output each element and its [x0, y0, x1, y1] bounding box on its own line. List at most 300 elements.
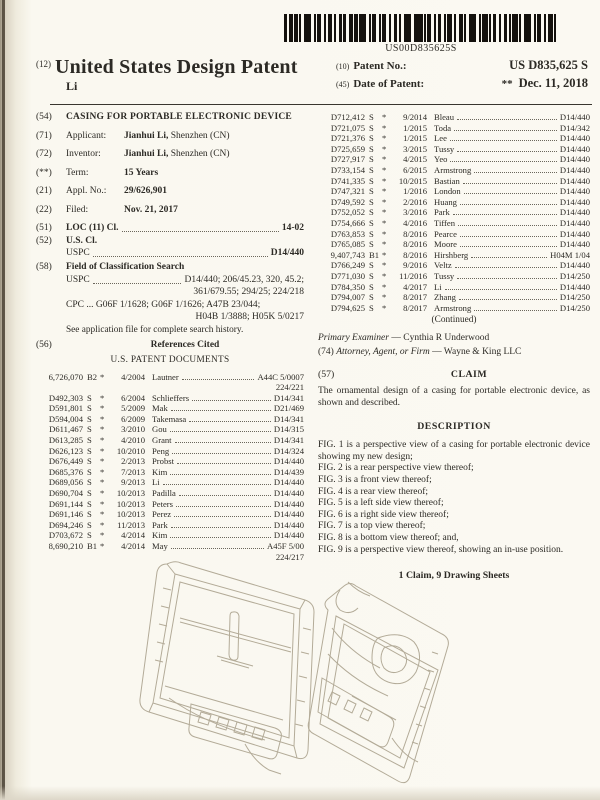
citation-inventor: May [152, 541, 168, 551]
citation-inventor: Mak [152, 403, 168, 414]
citation-date: 9/2013 [121, 477, 145, 488]
citation-star: * [382, 302, 387, 313]
citation-inventor: Li [434, 281, 442, 292]
dotted-leader [189, 421, 271, 422]
citation-kind-code: S [369, 281, 374, 292]
citation-date: 2/2016 [403, 196, 427, 207]
citation-inventor: Kim [152, 530, 168, 541]
citation-number: D626,123 [48, 445, 83, 456]
citation-class: A45F 5/00 [266, 541, 304, 551]
citation-row [318, 250, 590, 261]
citations-table-right [318, 112, 590, 313]
citation-row [318, 303, 590, 314]
citation-inventor: Hirshberg [434, 249, 469, 260]
date-label: Date of Patent: [353, 78, 425, 90]
citation-class: D14/342 [559, 122, 590, 133]
citation-number: D690,704 [48, 488, 83, 499]
citation-number: D712,412 [330, 112, 365, 122]
field-code-56: (56) [36, 339, 52, 350]
citation-row [36, 467, 304, 478]
citations-table-left [36, 372, 304, 563]
dash: — [391, 333, 401, 344]
date-stars: ** [501, 78, 513, 90]
citation-kind-code: B1 [369, 249, 380, 260]
citation-class: D14/440 [559, 175, 590, 186]
citation-number: D752,052 [330, 207, 365, 218]
attorney-firm-name: Wayne & King LLC [443, 346, 522, 357]
citation-kind-code: S [369, 270, 374, 281]
citation-number: D721,075 [330, 122, 365, 133]
citation-row [318, 197, 590, 208]
description-line: FIG. 7 is a top view thereof; [318, 521, 426, 532]
dotted-leader [177, 463, 271, 464]
citation-date: 4/2004 [121, 371, 145, 382]
search-uspc-classes-1: D14/440; 206/45.23, 320, 45.2; [184, 274, 304, 285]
indent-spacer [36, 300, 66, 311]
dotted-leader [171, 410, 271, 411]
appl-no-value: 29/626,901 [124, 186, 168, 196]
two-column-body [36, 112, 590, 581]
term-label: Term: [66, 167, 89, 178]
citation-row [36, 477, 304, 488]
dotted-leader [182, 379, 255, 380]
citation-class: D14/440 [559, 112, 590, 122]
citation-row [318, 165, 590, 176]
citation-class: D14/250 [559, 302, 590, 313]
applicant-label: Applicant: [66, 130, 107, 141]
citation-row [318, 112, 590, 123]
citation-class: D14/341 [273, 392, 304, 403]
dotted-leader [474, 172, 557, 173]
citation-star: * [382, 281, 387, 292]
dotted-leader [170, 474, 271, 475]
citation-number: D676,449 [48, 456, 83, 467]
citation-number: D691,146 [48, 509, 83, 520]
claim-text: The ornamental design of a casing for portable electronic device, as shown and described. [318, 386, 590, 408]
citation-star: * [382, 239, 387, 250]
patent-date-row [336, 76, 588, 91]
citation-row [318, 123, 590, 134]
dotted-leader [460, 204, 557, 205]
patent-no-label: Patent No.: [353, 60, 407, 72]
citation-kind-code: S [87, 403, 92, 414]
citation-kind-code: B2 [87, 371, 98, 382]
citation-class: D14/440 [273, 456, 304, 467]
citation-star: * [382, 292, 387, 303]
citation-inventor: Li [152, 477, 160, 488]
citation-kind-code: S [87, 509, 92, 520]
kind-code: (12) [36, 59, 51, 69]
dotted-leader [459, 299, 557, 300]
citation-star: * [100, 530, 105, 541]
dotted-leader [460, 246, 557, 247]
citation-inventor: Park [152, 519, 168, 530]
inventor-field [36, 149, 304, 160]
citation-inventor: Peng [152, 445, 170, 456]
citation-star: * [100, 509, 105, 520]
dotted-leader [176, 506, 271, 507]
citation-inventor: Armstrong [434, 164, 472, 175]
field-search-head [36, 262, 304, 273]
citation-row-continuation [36, 382, 304, 393]
right-column [304, 112, 590, 581]
citation-date: 4/2016 [403, 217, 427, 228]
citation-star: * [100, 541, 105, 551]
citation-star: * [100, 392, 105, 403]
citation-date: 9/2016 [403, 260, 427, 271]
citation-date: 7/2013 [121, 466, 145, 477]
citation-kind-code: S [369, 112, 374, 122]
citation-inventor: Park [434, 207, 450, 218]
indent-spacer [36, 248, 66, 259]
citation-class: D14/440 [559, 281, 590, 292]
citation-row [318, 176, 590, 187]
citation-number: 9,407,743 [330, 249, 365, 260]
citation-row [36, 520, 304, 531]
citation-number: D721,376 [330, 133, 365, 144]
search-uspc-label: USPC [66, 274, 90, 285]
citation-class: D14/440 [559, 186, 590, 197]
claim-title: CLAIM [450, 369, 488, 381]
uspc-line [36, 248, 304, 259]
citation-kind-code: S [369, 228, 374, 239]
citation-star: * [382, 249, 387, 260]
citation-star: * [100, 424, 105, 435]
citation-date: 8/2016 [403, 239, 427, 250]
dotted-leader [450, 140, 557, 141]
description-line: FIG. 1 is a perspective view of a casing for portable electronic device showing my new design; [318, 440, 590, 462]
citation-row [36, 488, 304, 499]
dotted-leader [163, 484, 271, 485]
citation-row [318, 144, 590, 155]
citation-inventor: Toda [434, 122, 452, 133]
description-line: FIG. 9 is a perspective view thereof, showing an in-use position. [318, 544, 564, 555]
term-value: 15 Years [124, 167, 159, 178]
description-line: FIG. 6 is a right side view thereof; [318, 509, 449, 520]
header-left [36, 56, 336, 94]
dotted-leader [175, 442, 271, 443]
citation-row [36, 435, 304, 446]
citation-inventor: Lautner [152, 371, 179, 382]
description-line: FIG. 2 is a rear perspective view thereof; [318, 463, 474, 474]
citation-number: D771,030 [330, 270, 365, 281]
dotted-leader [171, 527, 271, 528]
citation-number: D694,246 [48, 519, 83, 530]
filed-label: Filed: [66, 204, 89, 215]
dotted-leader [445, 289, 557, 290]
citation-number: D765,085 [330, 239, 365, 250]
citation-date: 3/2010 [121, 424, 145, 435]
citation-number: D741,335 [330, 175, 365, 186]
us-patent-documents-title: U.S. PATENT DOCUMENTS [110, 354, 230, 365]
citation-class: D14/440 [559, 260, 590, 271]
citation-star: * [382, 228, 387, 239]
dotted-leader [455, 267, 557, 268]
references-cited-head [36, 340, 304, 350]
inventor-name: Jianhui Li, [124, 149, 169, 159]
citation-row [36, 499, 304, 510]
dotted-leader [453, 214, 557, 215]
patent-no-value: US D835,625 S [509, 58, 588, 72]
drawing-figures [0, 540, 600, 800]
indent-spacer [36, 325, 66, 336]
field-code-22: (22) [36, 204, 52, 215]
dotted-leader [170, 537, 271, 538]
citation-number: D727,917 [330, 154, 365, 165]
search-cpc-classes-1: G06F 1/1628; G06F 1/1626; A47B 23/044; [95, 299, 261, 310]
citation-star: * [100, 498, 105, 509]
citation-date: 1/2015 [403, 133, 427, 144]
filed-value: Nov. 21, 2017 [124, 204, 178, 215]
dotted-leader [458, 225, 557, 226]
citation-number: D794,007 [330, 292, 365, 303]
claims-sheets-note: 1 Claim, 9 Drawing Sheets [398, 570, 510, 582]
citation-row [36, 456, 304, 467]
citation-number: 6,726,070 [48, 371, 83, 382]
patent-header [36, 56, 588, 94]
citation-kind-code: S [369, 207, 374, 218]
citation-star: * [382, 196, 387, 207]
search-cpc-label: CPC ... [66, 299, 94, 310]
citation-inventor: Grant [152, 435, 172, 446]
citation-number: 8,690,210 [48, 541, 83, 551]
continued-note: (Continued) [431, 315, 477, 326]
citation-kind-code: S [87, 530, 92, 541]
citation-inventor: London [434, 186, 461, 197]
citation-number: D763,853 [330, 228, 365, 239]
citation-number: D754,666 [330, 217, 365, 228]
citation-kind-code: S [369, 196, 374, 207]
citation-kind-code: S [87, 392, 92, 403]
inventor-surname: Li [66, 79, 78, 93]
search-cpc-classes-2: H04B 1/3888; H05K 5/0217 [195, 312, 304, 322]
citation-star: * [382, 186, 387, 197]
search-uspc-classes-2: 361/679.55; 294/25; 224/218 [193, 287, 304, 297]
description-line: FIG. 8 is a bottom view thereof; and, [318, 533, 459, 544]
search-uspc-line1 [36, 275, 304, 286]
citation-class: D14/440 [559, 133, 590, 144]
indent-spacer [36, 275, 66, 286]
applicant-location: Shenzhen (CN) [170, 130, 230, 141]
primary-examiner-line [318, 333, 590, 345]
application-number-field [36, 186, 304, 197]
citation-class: D14/250 [559, 292, 590, 303]
citation-kind-code: S [369, 239, 374, 250]
citation-kind-code: S [369, 302, 374, 313]
citation-inventor: Armstrong [434, 302, 472, 313]
citation-row [36, 372, 304, 383]
citation-date: 6/2009 [121, 413, 145, 424]
dotted-leader [460, 236, 557, 237]
field-code-72: (72) [36, 149, 52, 159]
field-code-58: (58) [36, 262, 52, 272]
dotted-leader [179, 495, 271, 496]
citation-class: D14/341 [273, 413, 304, 424]
citation-kind-code: S [87, 445, 92, 456]
citation-number: D749,592 [330, 196, 365, 207]
citation-date: 6/2015 [403, 164, 427, 175]
citation-class: D21/469 [273, 403, 304, 414]
inventor-label: Inventor: [66, 149, 101, 159]
search-cpc-line1 [36, 300, 304, 311]
loc-class-field [36, 223, 304, 234]
citation-inventor: Perez [152, 509, 172, 520]
citation-inventor: Peters [152, 498, 174, 509]
uspc-value: D14/440 [270, 248, 304, 258]
citation-date: 10/2013 [116, 488, 145, 499]
citation-inventor: Huang [434, 196, 457, 207]
loc-value: 14-02 [281, 223, 304, 233]
citation-number: D689,056 [48, 477, 83, 488]
citation-class: D14/315 [273, 424, 304, 435]
citation-inventor: Zhang [434, 292, 456, 303]
citation-number: D703,672 [48, 530, 83, 541]
citation-inventor: Yeo [434, 154, 448, 165]
patent-number-row [336, 58, 588, 73]
citation-date: 6/2004 [121, 392, 145, 403]
citation-date: 8/2016 [403, 228, 427, 239]
page-title: United States Design Patent [55, 56, 298, 78]
barcode-number: US00D835625S [385, 43, 457, 54]
uspc-label: USPC [66, 248, 90, 258]
citation-number: D492,303 [48, 392, 83, 403]
dotted-leader [457, 119, 557, 120]
dotted-leader [471, 257, 547, 258]
citation-date: 11/2016 [399, 270, 427, 281]
citation-inventor: Takemasa [152, 413, 187, 424]
citation-kind-code: B1 [87, 541, 98, 551]
citation-number: D594,004 [48, 413, 83, 424]
field-code-52: (52) [36, 235, 52, 246]
citation-star: * [100, 466, 105, 477]
citation-class: D14/440 [559, 143, 590, 154]
citation-inventor: Moore [434, 239, 457, 250]
citation-star: * [382, 207, 387, 218]
citation-number: D733,154 [330, 164, 365, 175]
invention-title: CASING FOR PORTABLE ELECTRONIC DEVICE [66, 112, 292, 122]
citation-inventor: Lee [434, 133, 447, 144]
examiner-name: Cynthia R Underwood [403, 333, 490, 344]
citation-number: D784,350 [330, 281, 365, 292]
citation-kind-code: S [369, 122, 374, 133]
citation-row [36, 446, 304, 457]
dotted-leader [93, 248, 268, 257]
us-class-field [36, 236, 304, 247]
citation-star: * [382, 143, 387, 154]
citation-row [318, 239, 590, 250]
citation-date: 8/2017 [403, 292, 427, 303]
citation-class: D14/440 [559, 196, 590, 207]
citation-kind-code: S [369, 175, 374, 186]
uscl-label: U.S. Cl. [66, 235, 98, 246]
dotted-leader [463, 183, 557, 184]
citation-date: 10/2010 [116, 445, 145, 456]
citation-row [318, 271, 590, 282]
description-line: FIG. 3 is a front view thereof; [318, 475, 432, 486]
citation-class: D14/341 [273, 435, 304, 446]
citation-star: * [382, 164, 387, 175]
citation-date: 4/2014 [121, 530, 145, 541]
field-code-21: (21) [36, 186, 52, 196]
citation-class: D14/440 [273, 488, 304, 499]
filed-field [36, 205, 304, 216]
citation-number: D691,144 [48, 498, 83, 509]
citation-class: D14/440 [273, 519, 304, 530]
citation-kind-code: S [369, 217, 374, 228]
citation-date: 2/2013 [121, 456, 145, 467]
citation-inventor: Probst [152, 456, 174, 467]
search-uspc-line2 [36, 287, 304, 298]
citation-date: 4/2015 [403, 154, 427, 165]
figure-perspective-rear [292, 568, 542, 800]
citation-class: D14/324 [273, 445, 304, 456]
citation-number: D747,321 [330, 186, 365, 197]
citation-inventor: Tiffen [434, 217, 456, 228]
applicant-name: Jianhui Li, [124, 130, 169, 141]
citation-inventor: Veltz [434, 260, 452, 271]
citation-number: D611,467 [49, 424, 83, 435]
citation-kind-code: S [369, 143, 374, 154]
citation-class: A44C 5/0007 [257, 371, 304, 382]
citation-row [318, 292, 590, 303]
citation-kind-code: S [369, 133, 374, 144]
citation-class-secondary: 224/221 [275, 382, 304, 393]
citation-class: D14/440 [559, 164, 590, 175]
citation-row [318, 133, 590, 144]
citation-date: 3/2016 [403, 207, 427, 218]
field-code-57: (57) [318, 369, 335, 381]
barcode-image [284, 14, 558, 42]
field-code-45: (45) [336, 80, 350, 89]
citation-class: D14/440 [273, 509, 304, 520]
citation-number: D766,249 [330, 260, 365, 271]
citation-star: * [382, 133, 387, 144]
citation-date: 11/2013 [117, 519, 145, 530]
citation-date: 9/2014 [403, 112, 427, 122]
citation-row [318, 218, 590, 229]
dotted-leader [170, 431, 271, 432]
citation-star: * [100, 403, 105, 414]
citation-class: D14/440 [559, 239, 590, 250]
citation-class: D14/440 [273, 530, 304, 541]
header-divider [50, 104, 592, 105]
citation-inventor: Kim [152, 466, 168, 477]
citation-kind-code: S [369, 154, 374, 165]
invention-title-field [36, 112, 304, 123]
citation-class: D14/440 [273, 477, 304, 488]
dotted-leader [450, 161, 556, 162]
citation-star: * [100, 445, 105, 456]
citation-class: D14/250 [559, 270, 590, 281]
citation-row [36, 414, 304, 425]
claim-section-head [318, 369, 590, 380]
citation-inventor: Bastian [434, 175, 460, 186]
citation-star: * [100, 371, 105, 382]
loc-label: LOC (11) Cl. [66, 223, 119, 233]
citation-kind-code: S [369, 186, 374, 197]
citation-star: * [382, 260, 387, 271]
description-title: DESCRIPTION [417, 421, 491, 433]
citation-kind-code: S [87, 413, 92, 424]
citation-row [36, 393, 304, 404]
citation-row [36, 424, 304, 435]
field-code-term: (**) [36, 167, 52, 178]
citation-kind-code: S [87, 435, 92, 446]
dotted-leader [457, 278, 557, 279]
field-code-71: (71) [36, 130, 52, 141]
citation-inventor: Schlieffers [152, 392, 190, 403]
term-field [36, 168, 304, 179]
